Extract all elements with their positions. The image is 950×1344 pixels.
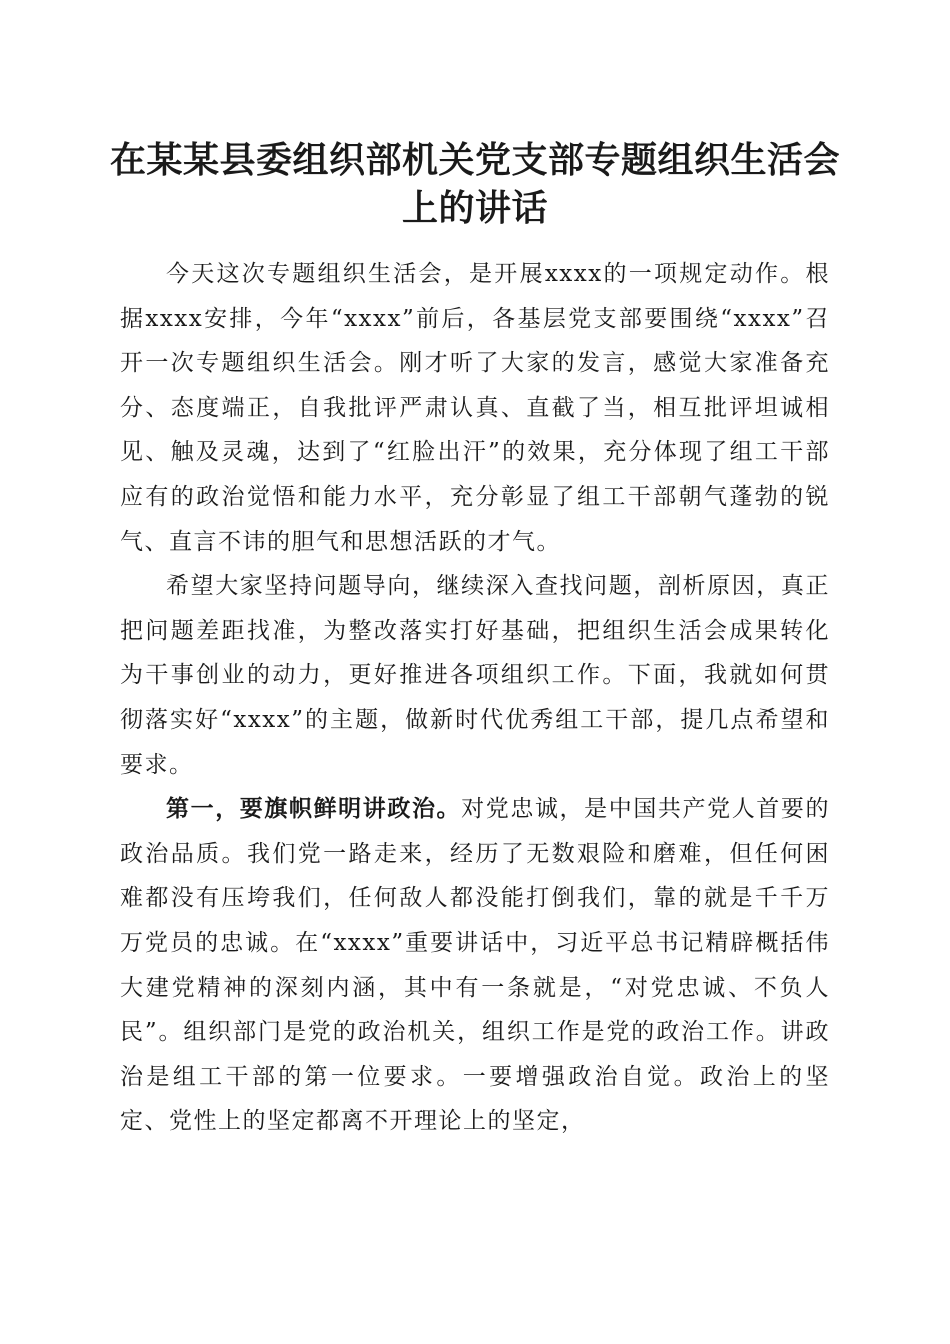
paragraph-lead-heading: 第一，要旗帜鲜明讲政治。: [166, 795, 462, 823]
document-body: [120, 252, 830, 1144]
paragraph-text: 今天这次专题组织生活会，是开展xxxx的一项规定动作。根据xxxx安排，今年“xxxx”前后，各基层党支部要围绕“xxxx”召开一次专题组织生活会。刚才听了大家的发言，感觉大家准备充分、态度端正，自我批评严肃认真、直截了当，相互批评坦诚相见、触及灵魂，达到了“红脸出汗”的效果，充分体现了组工干部应有的政治觉悟和能力水平，充分彰显了组工干部朝气蓬勃的锐气、直言不讳的胆气和思想活跃的才气。: [120, 261, 830, 555]
document-title: 在某某县委组织部机关党支部专题组织生活会上的讲话: [110, 139, 841, 229]
paragraph-text: 对党忠诚，是中国共产党人首要的政治品质。我们党一路走来，经历了无数艰险和磨难，但任何困难都没有压垮我们，任何敌人都没能打倒我们，靠的就是千千万万党员的忠诚。在“xxxx”重要讲话中，习近平总书记精辟概括伟大建党精神的深刻内涵，其中有一条就是，“对党忠诚、不负人民”。组织部门是党的政治机关，组织工作是党的政治工作。讲政治是组工干部的第一位要求。一要增强政治自觉。政治上的坚定、党性上的坚定都离不开理论上的坚定，: [120, 796, 831, 1135]
paragraph-first-point: [120, 787, 830, 1144]
paragraph-text: 希望大家坚持问题导向，继续深入查找问题，剖析原因，真正把问题差距找准，为整改落实打好基础，把组织生活会成果转化为干事创业的动力，更好推进各项组织工作。下面，我就如何贯彻落实好“xxxx”的主题，做新时代优秀组工干部，提几点希望和要求。: [120, 573, 830, 778]
paragraph-opening: [120, 252, 830, 564]
paragraph-hopes: [120, 564, 830, 787]
